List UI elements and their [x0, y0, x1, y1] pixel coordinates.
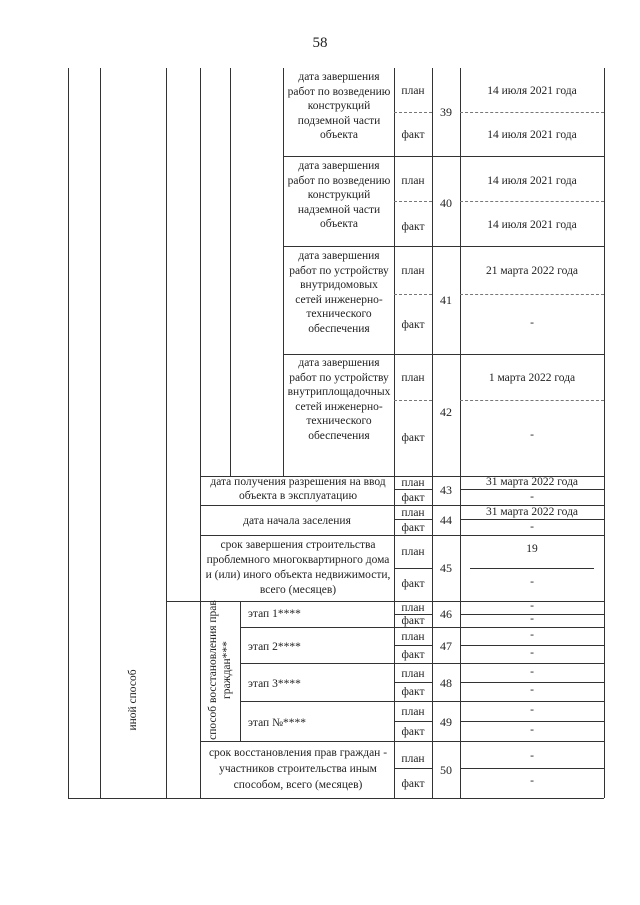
row-40-label: дата завершения работ по возведению конструкций надземной части объекта	[287, 160, 391, 230]
row-45-number: 45	[440, 561, 452, 575]
row-45-plan-label: план	[401, 546, 425, 558]
stage-3-label: этап 3****	[248, 678, 301, 690]
row-44-plan-label: план	[401, 507, 425, 519]
row-43-plan-label: план	[401, 477, 425, 489]
table-border	[166, 68, 167, 798]
table-border	[240, 601, 241, 741]
stage-4-number: 49	[440, 715, 452, 729]
row-42-fact-label: факт	[401, 432, 425, 444]
stage-3-fact-label: факт	[401, 686, 425, 698]
row-43-fact-label: факт	[401, 492, 425, 504]
row-50-label: срок восстановления прав граждан - участников строительства иным способом, всего (месяцев)	[208, 747, 388, 791]
table-border	[230, 68, 231, 476]
table-border	[283, 68, 284, 476]
row-41-plan-label: план	[401, 265, 425, 277]
stage-2-fact-label: факт	[401, 649, 425, 661]
stage-4-plan-label: план	[401, 706, 425, 718]
restore-rights-label: способ восстановления прав граждан***	[207, 600, 233, 740]
stage-1-label: этап 1****	[248, 608, 301, 620]
row-45-fact-value: -	[530, 576, 534, 588]
row-50-fact-label: факт	[401, 778, 425, 790]
row-41-number: 41	[440, 293, 452, 307]
page-number: 58	[312, 35, 328, 51]
stage-3-plan-label: план	[401, 668, 425, 680]
stage-4-plan-value: -	[530, 704, 534, 716]
row-44-number: 44	[440, 513, 452, 527]
stage-3-fact-value: -	[530, 684, 534, 696]
stage-4-label: этап №****	[248, 717, 307, 729]
stage-1-fact-label: факт	[401, 615, 425, 627]
stage-4-fact-value: -	[530, 724, 534, 736]
row-42-plan-label: план	[401, 372, 425, 384]
stage-1-plan-value: -	[530, 600, 534, 612]
row-39-number: 39	[440, 105, 452, 119]
row-41-fact-label: факт	[401, 319, 425, 331]
row-43-plan-value: 31 марта 2022 года	[485, 476, 579, 488]
table-border	[100, 68, 101, 798]
row-44-label: дата начала заселения	[243, 515, 351, 527]
row-40-fact-label: факт	[401, 221, 425, 233]
row-43-label: дата получения разрешения на ввод объекта в эксплуатацию	[210, 476, 386, 502]
row-50-plan-value: -	[530, 750, 534, 762]
row-39-plan-value: 14 июля 2021 года	[487, 85, 577, 97]
row-39-label: дата завершения работ по возведению конструкций подземной части объекта	[287, 71, 391, 141]
row-41-fact-value: -	[530, 317, 534, 329]
row-40-fact-value: 14 июля 2021 года	[487, 219, 577, 231]
row-39-fact-label: факт	[401, 129, 425, 141]
row-44-plan-value: 31 марта 2022 года	[485, 506, 579, 518]
row-42-plan-value: 1 марта 2022 года	[488, 372, 576, 384]
stage-2-plan-value: -	[530, 629, 534, 641]
stage-2-label: этап 2****	[248, 641, 301, 653]
row-40-plan-value: 14 июля 2021 года	[487, 175, 577, 187]
table-border	[68, 68, 69, 798]
row-45-fact-label: факт	[401, 578, 425, 590]
row-45-plan-value: 19	[526, 543, 538, 555]
row-44-fact-label: факт	[401, 522, 425, 534]
method-label: иной способ	[127, 669, 139, 731]
row-42-label: дата завершения работ по устройству внутриплощадочных сетей инженерно-технического обеспечения	[287, 357, 391, 442]
row-45-label: срок завершения строительства проблемного многоквартирного дома и (или) иного объекта недвижимости, всего (месяцев)	[205, 539, 391, 596]
stage-2-plan-label: план	[401, 631, 425, 643]
row-50-number: 50	[440, 763, 452, 777]
row-42-fact-value: -	[530, 429, 534, 441]
stage-1-fact-value: -	[530, 613, 534, 625]
stage-3-number: 48	[440, 676, 452, 690]
stage-4-fact-label: факт	[401, 726, 425, 738]
stage-1-plan-label: план	[401, 602, 425, 614]
row-42-number: 42	[440, 405, 452, 419]
stage-3-plan-value: -	[530, 666, 534, 678]
row-41-plan-value: 21 марта 2022 года	[485, 265, 579, 277]
row-40-plan-label: план	[401, 175, 425, 187]
row-44-fact-value: -	[530, 521, 534, 533]
row-50-fact-value: -	[530, 775, 534, 787]
row-39-plan-label: план	[401, 85, 425, 97]
stage-1-number: 46	[440, 607, 452, 621]
row-43-fact-value: -	[530, 491, 534, 503]
row-41-label: дата завершения работ по устройству внутридомовых сетей инженерно-технического обеспечения	[289, 250, 389, 335]
row-39-fact-value: 14 июля 2021 года	[487, 129, 577, 141]
row-40-number: 40	[440, 196, 452, 210]
table-border	[604, 68, 605, 798]
table-border	[200, 68, 201, 798]
row-50-plan-label: план	[401, 753, 425, 765]
stage-2-number: 47	[440, 639, 452, 653]
row-43-number: 43	[440, 483, 452, 497]
stage-2-fact-value: -	[530, 647, 534, 659]
